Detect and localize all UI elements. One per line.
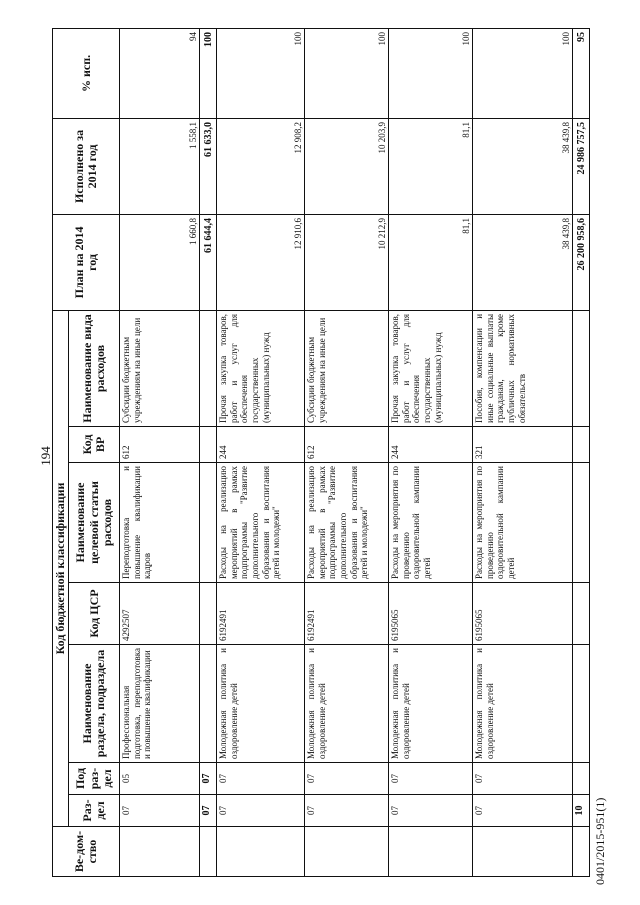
- table-row: [305, 28, 389, 876]
- cell-csr-name: Расходы на реализацию мероприятий в рамках подпрограммы "Развитие дополнительного образования и воспитания детей и молодежи": [217, 463, 305, 583]
- total-row: [573, 28, 590, 876]
- cell-podrazdel: 07: [389, 763, 473, 795]
- header-csr: Код ЦСР: [69, 583, 120, 645]
- cell-pct: 100: [389, 28, 473, 118]
- cell-pct: 100: [473, 28, 573, 118]
- cell-plan: 1 660,8: [120, 214, 200, 310]
- cell-csr-name: Расходы на реализацию мероприятий в рамках подпрограммы "Развитие дополнительного образования и воспитания детей и молодежи": [305, 463, 389, 583]
- cell-csr-name: Расходы на мероприятия по проведению оздоровительной кампании детей: [473, 463, 573, 583]
- cell-vr: 321: [473, 427, 573, 463]
- table-row: [217, 28, 305, 876]
- cell-pct: 100: [200, 28, 217, 118]
- cell-razdel: 07: [305, 795, 389, 827]
- cell-pct: 94: [120, 28, 200, 118]
- header-razdel: Раз-дел: [69, 795, 120, 827]
- cell-csr: 6195065: [473, 583, 573, 645]
- cell-vr: 612: [120, 427, 200, 463]
- cell-podrazdel: 07: [305, 763, 389, 795]
- cell-plan: 61 644,4: [200, 214, 217, 310]
- table-row: [473, 28, 573, 876]
- cell-plan: 81,1: [389, 214, 473, 310]
- budget-table-wrapper: [52, 29, 588, 877]
- cell-fact: 12 908,2: [217, 118, 305, 214]
- cell-vr-name: Прочая закупка товаров, работ и услуг для обеспечения государственных (муниципальных) нужд: [217, 310, 305, 426]
- cell-plan: 26 200 958,6: [573, 214, 590, 310]
- cell-csr-name: Расходы на мероприятия по проведению оздоровительной кампании детей: [389, 463, 473, 583]
- cell-fact: 10 203,9: [305, 118, 389, 214]
- header-group: Код бюджетной классификации: [53, 310, 69, 826]
- cell-razdel-name: Молодежная политика и оздоровление детей: [305, 645, 389, 763]
- cell-vr: 244: [217, 427, 305, 463]
- cell-podrazdel: 05: [120, 763, 200, 795]
- header-pct: % исп.: [53, 28, 120, 118]
- cell-razdel: 07: [473, 795, 573, 827]
- cell-razdel: 07: [389, 795, 473, 827]
- header-vr: Код ВР: [69, 427, 120, 463]
- cell-podrazdel: 07: [200, 763, 217, 795]
- cell-podrazdel: 07: [473, 763, 573, 795]
- cell-csr-name: Переподготовка и повышение квалификации кадров: [120, 463, 200, 583]
- header-ved: Ве-дом-ство: [53, 827, 120, 877]
- cell-vr: 244: [389, 427, 473, 463]
- cell-ved: [473, 827, 573, 877]
- cell-ved: [217, 827, 305, 877]
- cell-fact: 38 439,8: [473, 118, 573, 214]
- cell-ved: [389, 827, 473, 877]
- header-podrazdel: Под раз-дел: [69, 763, 120, 795]
- cell-razdel: 10: [573, 795, 590, 827]
- total-row: [200, 28, 217, 876]
- header-vr-name: Наименование вида расходов: [69, 310, 120, 426]
- cell-csr: 4292507: [120, 583, 200, 645]
- header-plan: План на 2014 год: [53, 214, 120, 310]
- cell-vr-name: Прочая закупка товаров, работ и услуг для обеспечения государственных (муниципальных) нужд: [389, 310, 473, 426]
- cell-ved: [305, 827, 389, 877]
- cell-ved: [200, 827, 217, 877]
- cell-podrazdel: 07: [217, 763, 305, 795]
- cell-pct: 95: [573, 28, 590, 118]
- cell-plan: 12 910,6: [217, 214, 305, 310]
- cell-vr-name: Пособия, компенсации и иные социальные выплаты гражданам, кроме публичных нормативных обязательств: [473, 310, 573, 426]
- cell-pct: 100: [217, 28, 305, 118]
- table-row: [389, 28, 473, 876]
- cell-razdel: 07: [200, 795, 217, 827]
- cell-vr-name: Субсидии бюджетным учреждениям на иные цели: [120, 310, 200, 426]
- cell-razdel: 07: [120, 795, 200, 827]
- cell-vr-name: Субсидии бюджетным учреждениям на иные цели: [305, 310, 389, 426]
- cell-razdel-name: Молодежная политика и оздоровление детей: [473, 645, 573, 763]
- budget-table: [52, 28, 590, 877]
- cell-pct: 100: [305, 28, 389, 118]
- cell-plan: 38 439,8: [473, 214, 573, 310]
- cell-vr: 612: [305, 427, 389, 463]
- cell-razdel-name: Молодежная политика и оздоровление детей: [389, 645, 473, 763]
- header-razdel-name: Наименование раздела, подраздела: [69, 645, 120, 763]
- cell-razdel: 07: [217, 795, 305, 827]
- cell-ved: [573, 827, 590, 877]
- cell-plan: 10 212,9: [305, 214, 389, 310]
- document-code: 0401/2015-951(1): [593, 797, 607, 885]
- cell-fact: 1 558,1: [120, 118, 200, 214]
- cell-csr: 6192491: [305, 583, 389, 645]
- page-number: 194: [38, 446, 53, 466]
- cell-podrazdel: [573, 763, 590, 795]
- cell-fact: 81,1: [389, 118, 473, 214]
- cell-fact: 61 633,0: [200, 118, 217, 214]
- header-csr-name: Наименование целевой статьи расходов: [69, 463, 120, 583]
- cell-csr: 6192491: [217, 583, 305, 645]
- cell-ved: [120, 827, 200, 877]
- cell-razdel-name: Профессиональная подготовка, переподготовка и повышение квалификации: [120, 645, 200, 763]
- table-row: [120, 28, 200, 876]
- header-fact: Исполнено за 2014 год: [53, 118, 120, 214]
- cell-csr: 6195065: [389, 583, 473, 645]
- cell-razdel-name: Молодежная политика и оздоровление детей: [217, 645, 305, 763]
- cell-fact: 24 986 757,5: [573, 118, 590, 214]
